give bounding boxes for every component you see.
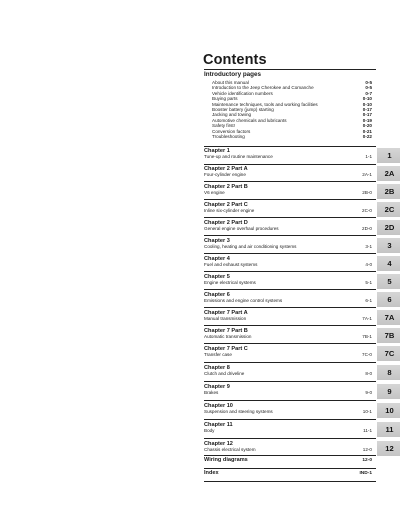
wiring-diagrams-entry[interactable]	[204, 457, 372, 464]
chapter-title: Chapter 2 Part B	[204, 184, 248, 190]
chapter-title: Chapter 2 Part A	[204, 166, 248, 172]
chapter-tab[interactable]: 6	[377, 292, 400, 307]
chapter-description: Automatic transmission	[204, 334, 252, 340]
intro-item[interactable]	[212, 134, 372, 139]
intro-item-page: 0-5	[365, 80, 372, 85]
page-title: Contents	[203, 52, 267, 68]
chapter-page: 2A-1	[362, 172, 372, 178]
chapter-tab[interactable]: 8	[377, 365, 400, 380]
intro-item-label: Maintenance techniques, tools and working facilities	[212, 101, 318, 107]
chapter-tab[interactable]: 5	[377, 274, 400, 289]
index-label: Index	[204, 470, 219, 476]
chapter-entry[interactable]	[204, 346, 395, 358]
chapter-description: Engine electrical systems	[204, 280, 256, 286]
chapter-divider	[204, 343, 376, 344]
chapter-title: Chapter 7 Part B	[204, 328, 248, 334]
chapter-entry[interactable]	[204, 238, 392, 250]
chapter-description: Emissions and engine control systems	[204, 298, 283, 304]
intro-item-label: Conversion factors	[212, 128, 251, 134]
chapter-divider	[204, 325, 376, 326]
chapter-page: 10-1	[362, 409, 372, 415]
chapter-title: Chapter 3	[204, 238, 230, 244]
chapter-description: Four-cylinder engine	[204, 172, 246, 178]
chapter-title: Chapter 5	[204, 274, 230, 280]
chapter-page: 9-0	[365, 390, 372, 396]
chapter-page: 8-0	[365, 371, 372, 377]
intro-list	[212, 80, 372, 139]
chapter-description: Fuel and exhaust systems	[204, 262, 258, 268]
chapter-description: V6 engine	[204, 190, 225, 196]
chapter-entry[interactable]	[204, 184, 395, 196]
chapter-divider	[204, 271, 376, 272]
chapter-description: Body	[204, 428, 215, 434]
chapter-divider	[204, 400, 376, 401]
chapter-tab[interactable]: 2D	[377, 220, 400, 235]
chapter-page: 7A-1	[362, 316, 372, 322]
intro-item-label: Introduction to the Jeep Cherokee and Comanche	[212, 85, 314, 91]
chapter-tab[interactable]: 4	[377, 256, 400, 271]
chapter-tab[interactable]: 2A	[377, 166, 400, 181]
chapter-description: Suspension and steering systems	[204, 409, 273, 415]
chapter-title: Chapter 12	[204, 441, 233, 447]
chapter-description: Chassis electrical system	[204, 447, 256, 453]
chapter-tab[interactable]: 10	[377, 403, 400, 418]
chapter-title: Chapter 10	[204, 403, 233, 409]
chapter-title: Chapter 6	[204, 292, 230, 298]
title-rule	[204, 69, 376, 70]
chapter-divider	[204, 455, 376, 456]
intro-item-page: 0-7	[365, 90, 372, 96]
chapter-divider	[204, 419, 376, 420]
intro-item-page: 0-10	[362, 101, 372, 107]
chapter-title: Chapter 8	[204, 365, 230, 371]
chapter-title: Chapter 1	[204, 148, 230, 154]
intro-item-label: Jacking and towing	[212, 112, 252, 118]
chapter-tab[interactable]: 3	[377, 238, 400, 253]
chapter-title: Chapter 9	[204, 384, 230, 390]
chapter-title: Chapter 4	[204, 256, 230, 262]
bottom-rule	[204, 481, 376, 482]
chapter-entry[interactable]	[204, 292, 392, 304]
chapter-entry[interactable]	[204, 384, 392, 396]
chapter-divider	[204, 362, 376, 363]
intro-item-page: 0-19	[362, 117, 372, 123]
chapter-entry[interactable]	[204, 256, 392, 268]
wiring-diagrams-label: Wiring diagrams	[204, 457, 248, 463]
chapter-title: Chapter 2 Part C	[204, 202, 248, 208]
chapter-tab[interactable]: 2C	[377, 202, 400, 217]
chapter-entry[interactable]	[204, 310, 395, 322]
chapter-divider	[204, 438, 376, 439]
chapter-tab[interactable]: 11	[377, 422, 400, 437]
intro-item-page: 0-21	[362, 128, 372, 134]
chapter-page: 4-0	[365, 262, 372, 268]
chapter-divider	[204, 253, 376, 254]
chapter-divider	[204, 181, 376, 182]
chapter-divider	[204, 468, 376, 469]
chapter-page: 2D-0	[362, 226, 372, 232]
intro-item-label: Buying parts	[212, 96, 238, 102]
chapter-entry[interactable]	[204, 328, 395, 340]
chapter-page: 3-1	[365, 244, 372, 250]
chapter-divider	[204, 217, 376, 218]
chapter-page: 12-0	[362, 447, 372, 453]
section-divider	[204, 146, 376, 147]
chapter-entry[interactable]	[204, 166, 395, 178]
chapter-title: Chapter 2 Part D	[204, 220, 248, 226]
intro-item-page: 0-17	[362, 106, 372, 112]
intro-item-page: 0-5	[365, 85, 372, 91]
wiring-diagrams-page: 12-0	[362, 458, 372, 463]
intro-heading: Introductory pages	[204, 71, 262, 78]
chapter-description: Tune-up and routine maintenance	[204, 154, 273, 160]
chapter-divider	[204, 235, 376, 236]
chapter-divider	[204, 199, 376, 200]
chapter-description: Manual transmission	[204, 316, 247, 322]
chapter-entry[interactable]	[204, 403, 394, 415]
chapter-description: Brakes	[204, 390, 219, 396]
chapter-entry[interactable]	[204, 422, 394, 434]
chapter-entry[interactable]	[204, 148, 392, 160]
chapter-title: Chapter 11	[204, 422, 233, 428]
chapter-divider	[204, 289, 376, 290]
chapter-tab[interactable]: 2B	[377, 184, 400, 199]
chapter-tab[interactable]: 1	[377, 148, 400, 163]
chapter-page: 7C-0	[362, 352, 372, 358]
index-entry[interactable]	[204, 470, 372, 477]
chapter-entry[interactable]	[204, 202, 395, 214]
chapter-description: General engine overhaul procedures	[204, 226, 279, 232]
chapter-tab[interactable]: 7A	[377, 310, 400, 325]
intro-item-label: Automotive chemicals and lubricants	[212, 117, 287, 123]
chapter-page: 1-1	[365, 154, 372, 160]
chapter-page: 11-1	[363, 428, 372, 434]
chapter-tab[interactable]: 9	[377, 384, 400, 399]
chapter-page: 2B-0	[362, 190, 372, 196]
chapter-description: Transfer case	[204, 352, 232, 358]
chapter-description: Cooling, heating and air conditioning systems	[204, 244, 297, 250]
chapter-divider	[204, 307, 376, 308]
chapter-page: 6-1	[365, 298, 372, 304]
intro-item-page: 0-20	[362, 123, 372, 129]
chapter-description: Inline six-cylinder engine	[204, 208, 255, 214]
intro-item-label: Vehicle identification numbers	[212, 90, 273, 96]
chapter-description: Clutch and driveline	[204, 371, 245, 377]
chapter-tab[interactable]: 7C	[377, 346, 400, 361]
chapter-page: 5-1	[365, 280, 372, 286]
chapter-divider	[204, 164, 376, 165]
chapter-entry[interactable]	[204, 220, 395, 232]
chapter-page: 2C-0	[362, 208, 372, 214]
index-page: IND-1	[359, 471, 372, 476]
intro-item-label: Safety first!	[212, 123, 235, 129]
chapter-divider	[204, 381, 376, 382]
chapter-tab[interactable]: 7B	[377, 328, 400, 343]
chapter-entry[interactable]	[204, 274, 392, 286]
chapter-page: 7B-1	[362, 334, 372, 340]
intro-item-page: 0-22	[362, 133, 372, 139]
chapter-entry[interactable]	[204, 441, 394, 453]
intro-item-page: 0-17	[362, 112, 372, 118]
intro-item-page: 0-10	[362, 96, 372, 102]
chapter-title: Chapter 7 Part A	[204, 310, 248, 316]
intro-item-label: Booster battery (jump) starting	[212, 106, 274, 112]
chapter-title: Chapter 7 Part C	[204, 346, 248, 352]
intro-item-label: Troubleshooting	[212, 133, 245, 139]
intro-item-label: About this manual	[212, 80, 249, 85]
chapter-tab[interactable]: 12	[377, 441, 400, 456]
chapter-entry[interactable]	[204, 365, 392, 377]
